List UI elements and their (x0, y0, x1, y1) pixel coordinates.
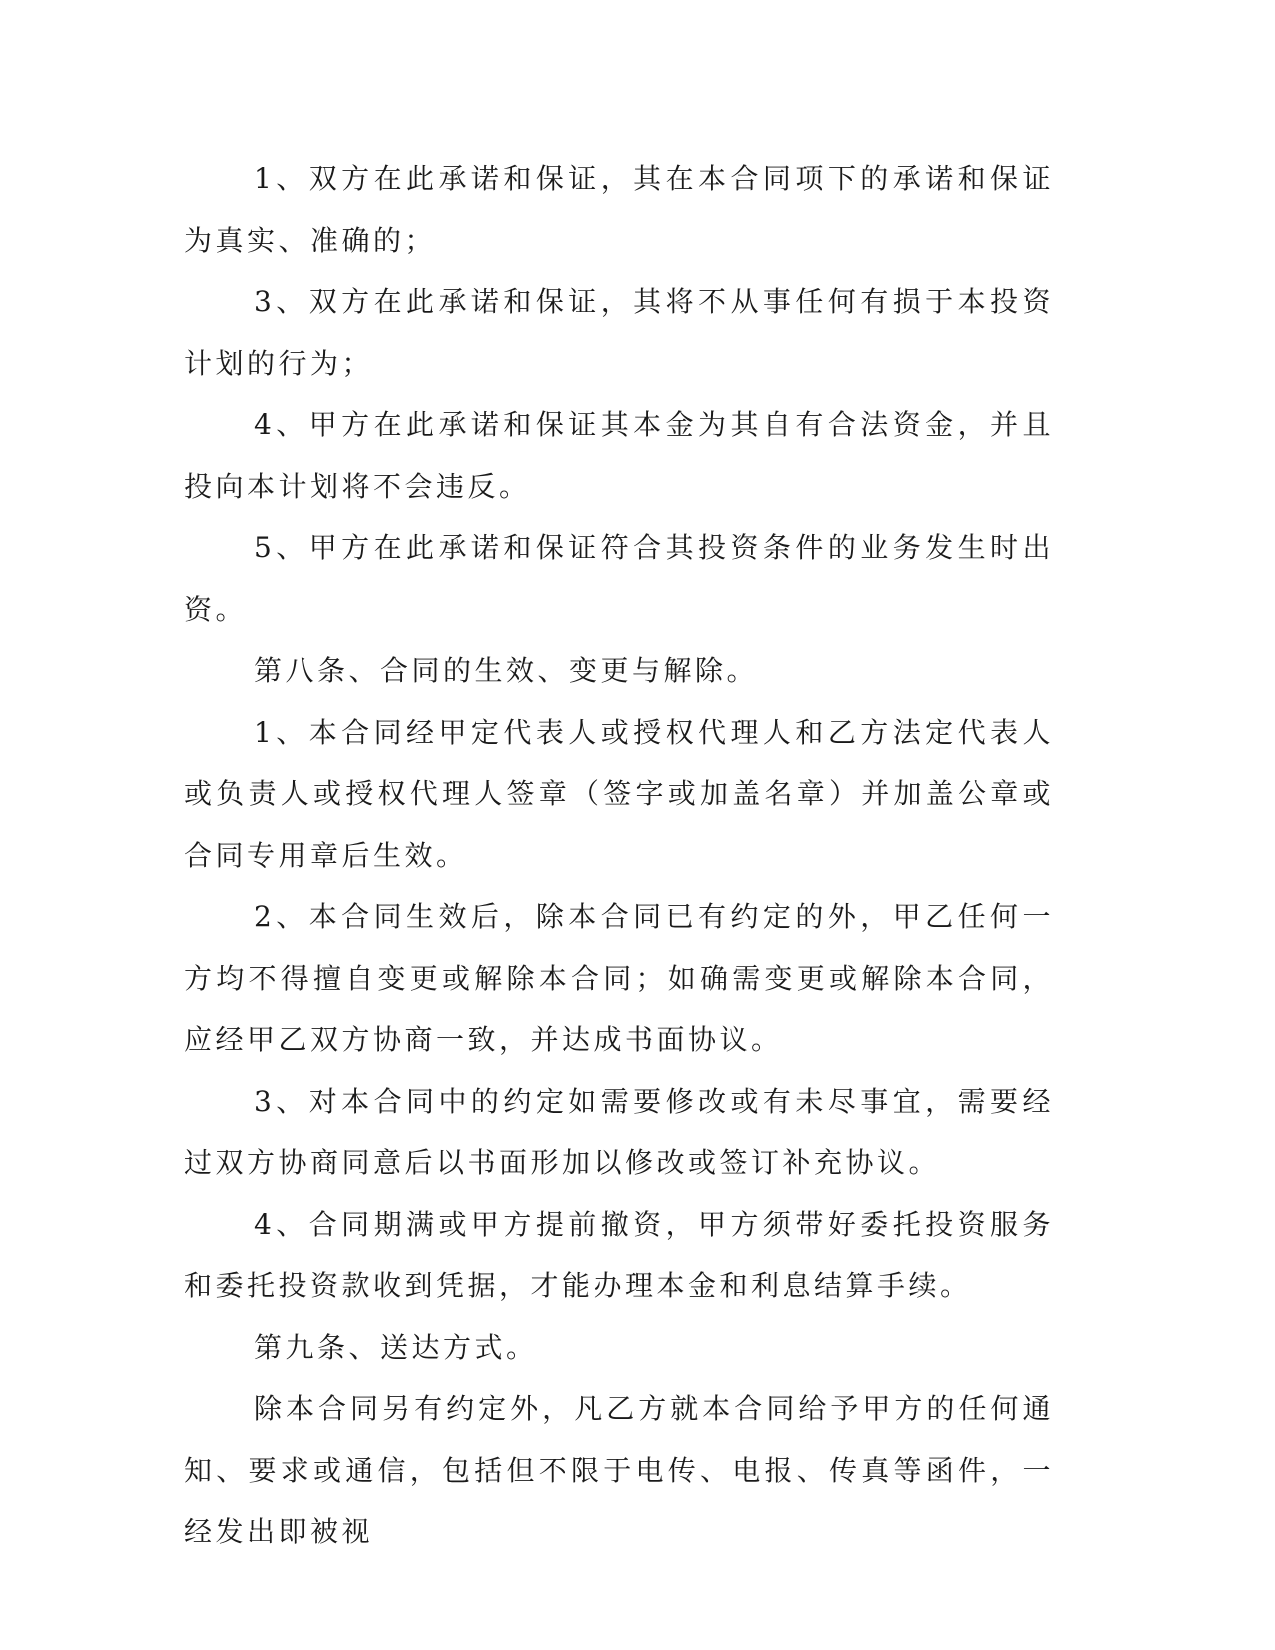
paragraph-article-8-item-1: 1、本合同经甲定代表人或授权代理人和乙方法定代表人或负责人或授权代理人签章（签字或加盖名章）并加盖公章或合同专用章后生效。 (184, 715, 1054, 872)
paragraph-warranty-4: 4、甲方在此承诺和保证其本金为其自有合法资金，并且投向本计划将不会违反。 (184, 408, 1054, 503)
paragraph-article-9-body: 除本合同另有约定外，凡乙方就本合同给予甲方的任何通知、要求或通信，包括但不限于电传、电报、传真等函件，一经发出即被视 (184, 1392, 1054, 1548)
paragraph-warranty-1: 1、双方在此承诺和保证，其在本合同项下的承诺和保证为真实、准确的； (184, 162, 1054, 257)
section-heading-article-8: 第八条、合同的生效、变更与解除。 (254, 654, 759, 687)
paragraph-article-8-item-2: 2、本合同生效后，除本合同已有约定的外，甲乙任何一方均不得擅自变更或解除本合同；如确需变更或解除本合同，应经甲乙双方协商一致，并达成书面协议。 (184, 900, 1054, 1056)
document-body (184, 148, 1054, 1563)
paragraph-warranty-5: 5、甲方在此承诺和保证符合其投资条件的业务发生时出资。 (184, 531, 1054, 626)
paragraph-article-8-item-3: 3、对本合同中的约定如需要修改或有未尽事宜，需要经过双方协商同意后以书面形加以修改或签订补充协议。 (184, 1084, 1054, 1179)
paragraph-warranty-3: 3、双方在此承诺和保证，其将不从事任何有损于本投资计划的行为； (184, 285, 1054, 380)
paragraph-article-8-item-4: 4、合同期满或甲方提前撤资，甲方须带好委托投资服务和委托投资款收到凭据，才能办理本金和利息结算手续。 (184, 1207, 1054, 1302)
section-heading-article-9: 第九条、送达方式。 (254, 1330, 538, 1364)
